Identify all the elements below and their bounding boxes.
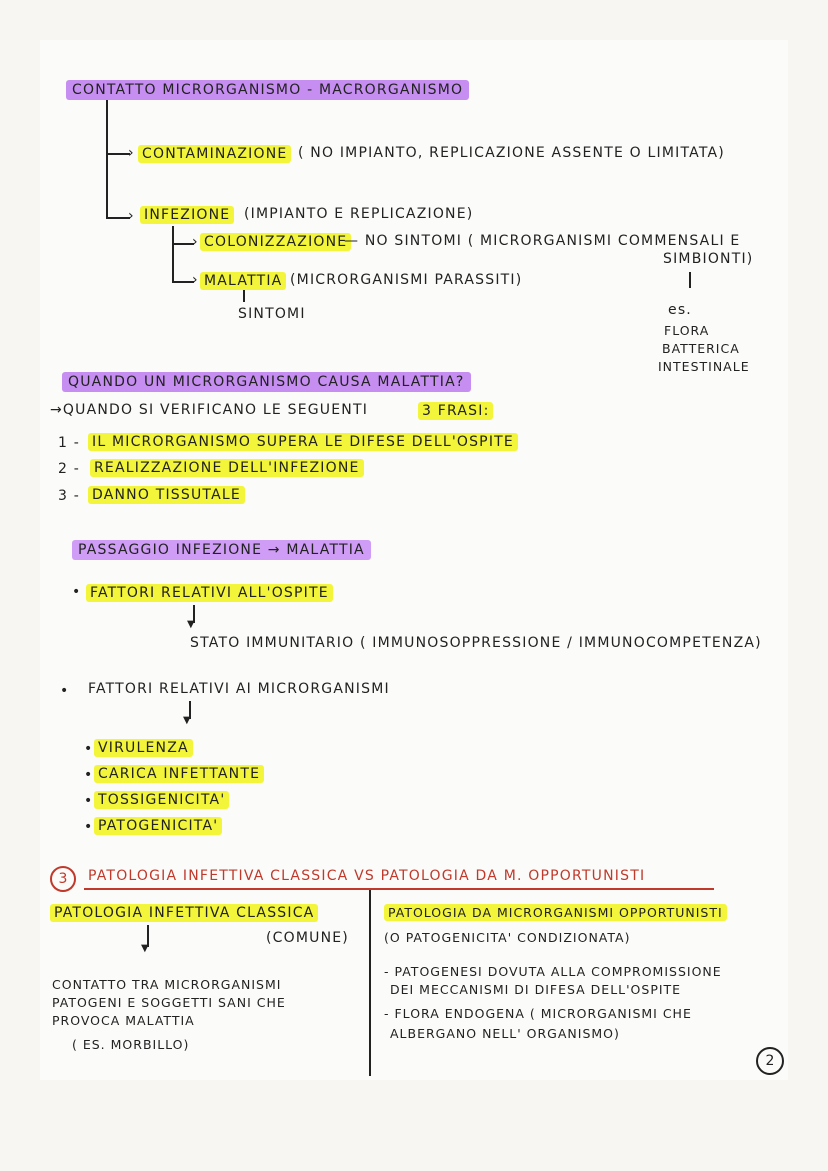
tree-branch <box>106 153 130 155</box>
list-item: TOSSIGENICITA' <box>94 791 229 809</box>
flora-line-3: INTESTINALE <box>658 359 750 374</box>
sub-trunk <box>172 226 174 282</box>
item-number: 2 - <box>58 461 81 477</box>
right-text-1: - PATOGENESI DOVUTA ALLA COMPROMISSIONE <box>384 964 722 979</box>
es-label: es. <box>668 302 692 318</box>
left-text-1: CONTATTO TRA MICRORGANISMI <box>52 977 282 992</box>
left-column-title: PATOLOGIA INFETTIVA CLASSICA <box>50 904 318 922</box>
contaminazione-desc: ( NO IMPIANTO, REPLICAZIONE ASSENTE O LIMITATA) <box>298 145 725 161</box>
left-text-2: PATOGENI E SOGGETTI SANI CHE <box>52 995 286 1010</box>
flora-line-1: FLORA <box>664 323 710 338</box>
malattia-desc: (MICRORGANISMI PARASSITI) <box>290 272 523 288</box>
page-number: 2 <box>756 1047 784 1075</box>
right-text-2: DEI MECCANISMI DI DIFESA DELL'OSPITE <box>390 982 682 997</box>
infezione-desc: (IMPIANTO E REPLICAZIONE) <box>244 206 474 222</box>
list-item: PATOGENICITA' <box>94 817 222 835</box>
right-column-title: PATOLOGIA DA MICRORGANISMI OPPORTUNISTI <box>384 904 727 921</box>
colonizzazione-desc-2: SIMBIONTI) <box>663 251 754 267</box>
right-text-4: ALBERGANO NELL' ORGANISMO) <box>390 1026 620 1041</box>
fattori-ospite: FATTORI RELATIVI ALL'OSPITE <box>86 584 333 602</box>
section-title-passaggio: PASSAGGIO INFEZIONE → MALATTIA <box>72 540 371 560</box>
tree-branch <box>106 217 130 219</box>
section-number: 3 <box>50 866 76 892</box>
term-contaminazione: CONTAMINAZIONE <box>138 145 291 163</box>
list-item: IL MICRORGANISMO SUPERA LE DIFESE DELL'OSPITE <box>88 433 518 451</box>
right-column-sub: (O PATOGENICITA' CONDIZIONATA) <box>384 930 631 945</box>
term-malattia: MALATTIA <box>200 272 286 290</box>
list-item: REALIZZAZIONE DELL'INFEZIONE <box>90 459 364 477</box>
section-title-quando: QUANDO UN MICRORGANISMO CAUSA MALATTIA? <box>62 372 471 392</box>
left-text-4: ( ES. MORBILLO) <box>72 1037 190 1052</box>
stato-immunitario: STATO IMMUNITARIO ( IMMUNOSOPPRESSIONE / IMMUNOCOMPETENZA) <box>190 635 762 651</box>
list-item: CARICA INFETTANTE <box>94 765 264 783</box>
section-title-patologia: PATOLOGIA INFETTIVA CLASSICA VS PATOLOGIA DA M. OPPORTUNISTI <box>88 868 646 884</box>
list-item: VIRULENZA <box>94 739 193 757</box>
quando-intro: →QUANDO SI VERIFICANO LE SEGUENTI <box>50 402 369 418</box>
item-number: 1 - <box>58 435 81 451</box>
colonizzazione-desc: — NO SINTOMI ( MICRORGANISMI COMMENSALI E <box>344 233 741 249</box>
column-divider <box>369 890 371 1076</box>
tree-branch <box>172 243 194 245</box>
term-colonizzazione: COLONIZZAZIONE <box>200 233 351 251</box>
tree-branch <box>172 281 194 283</box>
sintomi-label: SINTOMI <box>238 306 306 322</box>
title-underline <box>84 888 714 890</box>
left-column-sub: (COMUNE) <box>266 930 349 946</box>
term-infezione: INFEZIONE <box>140 206 234 224</box>
item-number: 3 - <box>58 488 81 504</box>
list-item: DANNO TISSUTALE <box>88 486 245 504</box>
quando-intro-highlight: 3 FRASI: <box>418 402 493 420</box>
right-text-3: - FLORA ENDOGENA ( MICRORGANISMI CHE <box>384 1006 692 1021</box>
section-title-contatto: CONTATTO MICRORGANISMO - MACRORGANISMO <box>66 80 469 100</box>
tree-trunk <box>106 100 108 218</box>
notes-page <box>40 40 788 1080</box>
flora-line-2: BATTERICA <box>662 341 740 356</box>
left-text-3: PROVOCA MALATTIA <box>52 1013 195 1028</box>
fattori-microrganismi: FATTORI RELATIVI AI MICRORGANISMI <box>88 681 390 697</box>
